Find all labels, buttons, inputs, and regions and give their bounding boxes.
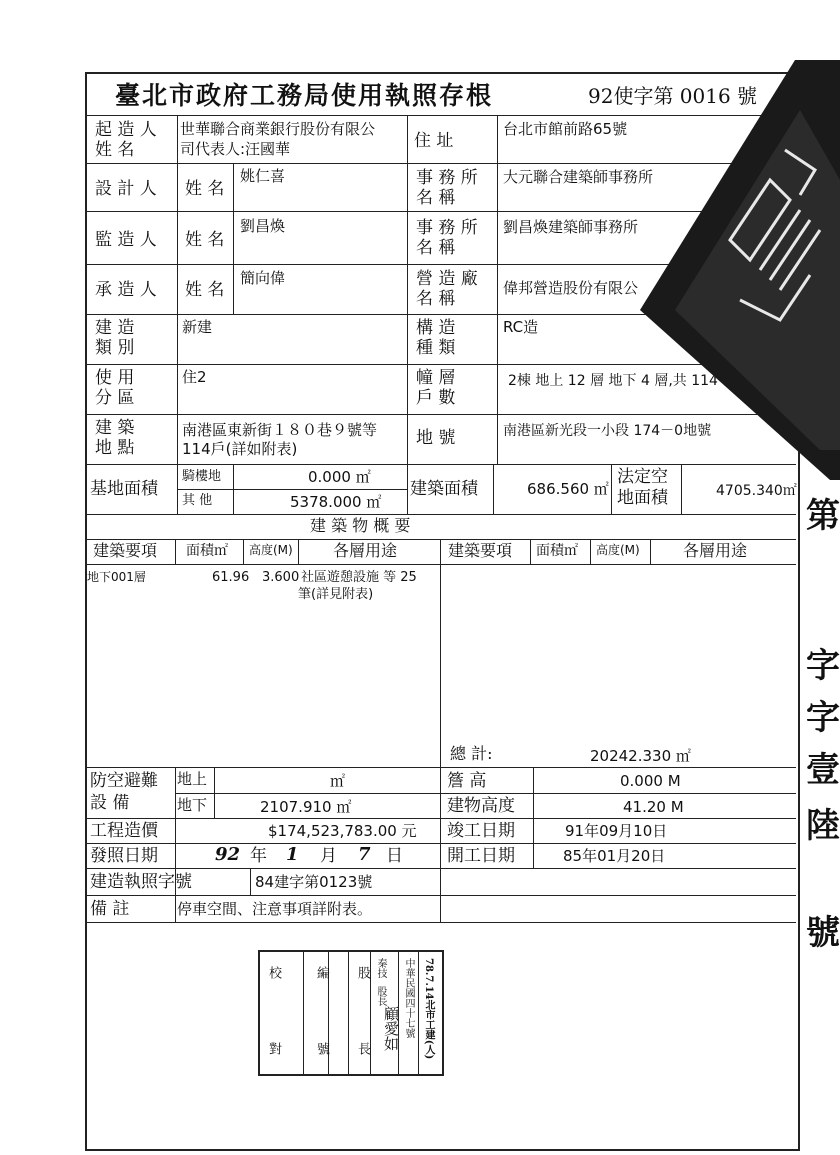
divider	[175, 539, 176, 564]
stamp-col5: 中華民國四十七號	[403, 958, 414, 1038]
supervisor-label: 監 造 人	[95, 230, 157, 250]
factory-label: 營 造 廠	[416, 269, 478, 289]
divider	[650, 539, 651, 564]
below-label: 地下	[177, 796, 208, 814]
margin-char: 字	[806, 646, 840, 686]
contractor-factory: 偉邦營造股份有限公	[503, 279, 639, 297]
site-label: 建 築	[95, 418, 135, 438]
entry-floor: 地下001層	[87, 570, 146, 584]
factory-label: 名 稱	[416, 289, 456, 309]
base-area-label: 基地面積	[90, 479, 158, 499]
permit-label: 建造執照字號	[90, 872, 192, 892]
stamp-col2-top: 編	[314, 966, 329, 979]
issue-month-unit: 月	[320, 846, 337, 866]
col-height-header: 高度(M)	[596, 543, 640, 557]
divider	[243, 539, 244, 564]
office-label: 事 務 所	[416, 218, 478, 238]
stamp-divider	[348, 952, 349, 1074]
stamp-divider	[418, 952, 419, 1074]
complete-label: 竣工日期	[447, 821, 515, 841]
divider	[214, 767, 215, 818]
structure-label: 種 類	[416, 338, 456, 358]
applicant-label: 姓 名	[95, 140, 135, 160]
stamp-col3-top: 股	[355, 966, 370, 979]
stamp-col1-top: 校	[266, 966, 281, 979]
col-height-header: 高度(M)	[249, 543, 293, 557]
build-type-value: 新建	[182, 318, 213, 336]
col-use-header: 各層用途	[333, 541, 398, 560]
applicant-value: 世華聯合商業銀行股份有限公	[180, 120, 376, 138]
build-type-label: 類 別	[95, 338, 135, 358]
remark-value: 停車空間、注意事項詳附表。	[177, 900, 373, 918]
below-value: 2107.910 ㎡	[260, 798, 352, 816]
complete-value: 91年09月10日	[565, 822, 668, 840]
margin-char: 號	[806, 913, 840, 953]
divider	[530, 539, 531, 564]
entry-use: 社區遊憩設施 等 25	[301, 570, 417, 585]
total-value: 20242.330 ㎡	[590, 747, 691, 765]
lot-value: 南港區新光段一小段 174－0地號	[503, 423, 712, 439]
building-area-label: 建築面積	[410, 479, 478, 499]
margin-char: 字	[806, 698, 840, 738]
supervisor-name: 劉昌煥	[240, 217, 286, 235]
eave-value: 0.000 M	[620, 772, 681, 790]
cost-label: 工程造價	[90, 821, 158, 841]
divider	[85, 922, 796, 923]
contractor-name: 簡向偉	[240, 269, 286, 287]
approval-stamp	[258, 950, 444, 1076]
site-value: 114戶(詳如附表)	[182, 440, 298, 458]
col-use-header: 各層用途	[683, 541, 748, 560]
official-seal	[620, 60, 840, 480]
col-area-header: 面積㎡	[186, 543, 228, 559]
designer-name: 姚仁喜	[240, 167, 286, 185]
divider	[177, 115, 178, 514]
divider	[533, 767, 534, 868]
stamp-col4a: 秦技	[375, 958, 386, 978]
above-value: ㎡	[330, 772, 346, 790]
entry-area: 61.96	[212, 570, 250, 585]
build-type-label: 建 造	[95, 318, 135, 338]
applicant-label: 起 造 人	[95, 120, 157, 140]
office-label: 事 務 所	[416, 168, 478, 188]
divider	[175, 767, 176, 922]
stamp-col3-bottom: 長	[355, 1042, 370, 1055]
building-area-value: 686.560 ㎡	[527, 480, 609, 498]
shelter-label: 防空避難	[90, 771, 158, 791]
cost-value: $174,523,783.00 元	[268, 822, 417, 840]
issue-month: 1	[286, 844, 299, 865]
applicant-value: 司代表人:汪國華	[180, 140, 291, 158]
divider	[590, 539, 591, 564]
site-label: 地 點	[95, 438, 135, 458]
stamp-col4c: 顧愛如	[382, 1006, 400, 1051]
shelter-label: 設 備	[90, 793, 130, 813]
divider	[407, 115, 408, 514]
name-label: 姓 名	[185, 280, 225, 300]
margin-char: 壹	[806, 750, 840, 790]
issue-label: 發照日期	[90, 846, 158, 866]
page-title: 臺北市政府工務局使用執照存根	[115, 81, 494, 110]
zone-label: 使 用	[95, 368, 135, 388]
floors-value: 2棟 地上 12 層 地下 4 層,共 114	[508, 373, 718, 389]
entry-use: 筆(詳見附表)	[298, 587, 374, 602]
contractor-label: 承 造 人	[95, 280, 157, 300]
start-label: 開工日期	[447, 846, 515, 866]
supervisor-office: 劉昌煥建築師事務所	[503, 218, 639, 236]
issue-day: 7	[358, 844, 371, 865]
entry-height: 3.600	[262, 570, 300, 585]
summary-heading: 建 築 物 概 要	[310, 516, 411, 535]
arcade-value: 0.000 ㎡	[308, 468, 371, 486]
other-value: 5378.000 ㎡	[290, 493, 382, 511]
designer-office: 大元聯合建築師事務所	[503, 168, 654, 186]
divider	[298, 539, 299, 564]
stamp-col4b: 股長	[375, 986, 386, 1006]
lot-label: 地 號	[416, 428, 456, 448]
structure-label: 構 造	[416, 318, 456, 338]
stamp-col6: 78.7.14北市工建(人)	[423, 958, 434, 1060]
above-label: 地上	[177, 770, 208, 788]
structure-value: RC造	[503, 318, 539, 336]
divider	[440, 539, 441, 922]
address-value: 台北市館前路65號	[503, 120, 628, 138]
col-area-header: 面積㎡	[536, 543, 578, 559]
open-space-label: 地面積	[617, 488, 668, 508]
arcade-label: 騎樓地	[182, 469, 222, 484]
floors-label: 幢 層	[416, 368, 456, 388]
open-space-value: 4705.340㎡	[716, 483, 797, 499]
designer-label: 設 計 人	[95, 179, 157, 199]
issue-year: 92	[215, 844, 241, 865]
total-label: 總 計:	[450, 744, 493, 763]
col-item-header: 建築要項	[93, 541, 158, 560]
divider	[493, 464, 494, 514]
name-label: 姓 名	[185, 230, 225, 250]
divider	[250, 868, 251, 895]
margin-char: 第	[806, 496, 840, 536]
divider	[233, 464, 234, 514]
office-label: 名 稱	[416, 188, 456, 208]
height-value: 41.20 M	[623, 798, 684, 816]
divider	[85, 514, 796, 515]
open-space-label: 法定空	[617, 467, 668, 487]
remark-label: 備 註	[90, 899, 130, 919]
permit-value: 84建字第0123號	[255, 873, 373, 891]
issue-year-unit: 年	[250, 846, 267, 866]
document-number: 92使字第 0016 號	[588, 84, 758, 108]
office-label: 名 稱	[416, 238, 456, 258]
stamp-divider	[303, 952, 304, 1074]
eave-label: 簷 高	[447, 771, 487, 791]
floors-label: 戶 數	[416, 388, 456, 408]
divider	[177, 489, 407, 490]
stamp-col1-bottom: 對	[266, 1042, 281, 1055]
divider	[233, 163, 234, 314]
margin-char: 陸	[806, 806, 840, 846]
issue-day-unit: 日	[386, 846, 403, 866]
zone-value: 住2	[182, 368, 207, 386]
divider	[497, 115, 498, 464]
height-label: 建物高度	[447, 796, 515, 816]
divider	[440, 793, 796, 794]
stamp-col2-bottom: 號	[314, 1042, 329, 1055]
site-value: 南港區東新街１８０巷９號等	[182, 421, 378, 439]
name-label: 姓 名	[185, 179, 225, 199]
address-label: 住 址	[414, 131, 454, 151]
zone-label: 分 區	[95, 388, 135, 408]
divider	[611, 464, 612, 514]
col-item-header: 建築要項	[448, 541, 513, 560]
other-label: 其 他	[182, 493, 213, 508]
start-value: 85年01月20日	[563, 847, 666, 865]
